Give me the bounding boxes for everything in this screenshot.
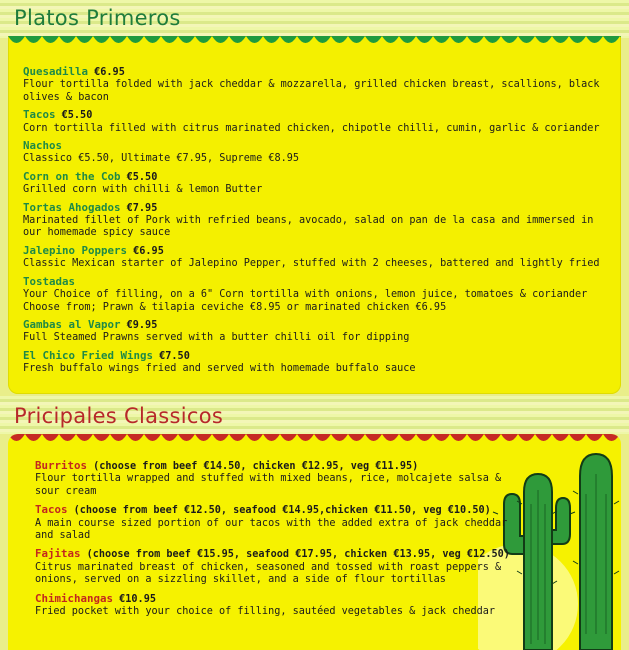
menu-item (23, 276, 613, 314)
scallop-shape (161, 434, 178, 441)
item-price: €6.95 (133, 245, 164, 257)
item-name: Nachos (23, 139, 63, 153)
scallop-shape (399, 36, 416, 43)
scallop-shape (42, 434, 59, 441)
scallop-shape (195, 434, 212, 441)
menu-item (23, 66, 613, 104)
scallop-shape (297, 434, 314, 441)
scallop-shape (93, 434, 110, 441)
scallop-shape (620, 36, 621, 43)
scallop-shape (569, 36, 586, 43)
item-price: €10.95 (119, 593, 156, 605)
section-title-pricipales-classicos: Pricipales Classicos (14, 404, 224, 428)
scallop-shape (93, 36, 110, 43)
menu-item (35, 460, 525, 498)
scallop-shape (127, 36, 144, 43)
menu-item (35, 504, 525, 542)
scallop-shape (314, 434, 331, 441)
scallop-shape (212, 36, 229, 43)
menu-item (23, 319, 613, 345)
item-name: Tortas Ahogados (23, 200, 121, 214)
scallop-shape (399, 434, 416, 441)
item-name: El Chico Fried Wings (23, 348, 154, 362)
scallop-shape (195, 36, 212, 43)
item-price: €9.95 (126, 319, 158, 331)
scallop-shape (365, 434, 382, 441)
scallop-shape (110, 36, 127, 43)
scallop-shape (76, 36, 93, 43)
item-description: Fresh buffalo wings fried and served with homemade buffalo sauce (23, 363, 416, 375)
scallop-shape (518, 36, 535, 43)
item-description: Grilled corn with chilli & lemon Butter (23, 184, 263, 196)
scallop-shape (246, 36, 263, 43)
item-price: €5.50 (126, 171, 158, 183)
scallop-shape (348, 36, 365, 43)
menu-item (23, 109, 613, 135)
scallop-shape (484, 36, 501, 43)
item-description: Flour tortilla folded with jack cheddar & mozzarella, grilled chicken breast, scallions, black olives & bacon (23, 79, 600, 103)
item-price: €7.95 (126, 202, 158, 214)
scallop-shape (382, 36, 399, 43)
scallop-shape (535, 36, 552, 43)
scallop-shape (8, 434, 25, 441)
scallop-shape (144, 36, 161, 43)
item-price: €6.95 (94, 67, 125, 78)
scallop-shape (127, 434, 144, 441)
item-description: A main course sized portion of our tacos with the added extra of jack cheddar and salad (35, 517, 508, 542)
scallop-shape (178, 36, 195, 43)
item-description: Classico €5.50, Ultimate €7.95, Supreme €8.95 (23, 153, 300, 165)
menu-item (35, 593, 525, 619)
scallop-shape (263, 434, 280, 441)
scallop-shape (467, 36, 484, 43)
item-price: (choose from beef €12.50, seafood €14.95,chicken €11.50, veg €10.50) (73, 505, 491, 517)
scallop-shape (501, 36, 518, 43)
scallop-shape (25, 36, 42, 43)
scallop-shape (246, 434, 263, 441)
scallop-shape (229, 434, 246, 441)
scallop-shape (331, 434, 348, 441)
scallop-shape (178, 434, 195, 441)
menu-item (23, 245, 613, 271)
scallop-shape (365, 36, 382, 43)
item-name: Tostadas (23, 274, 76, 288)
scallop-shape (382, 434, 399, 441)
item-price: €5.50 (61, 110, 93, 122)
menu-item (23, 202, 613, 240)
item-description-options: Choose from; Prawn & tilapia ceviche €8.95 or marinated chicken €6.95 (23, 301, 447, 313)
menu-item (23, 350, 613, 376)
scallop-shape (212, 434, 229, 441)
green-scallop-border (8, 36, 621, 58)
scallop-shape (433, 434, 450, 441)
item-name: Chimichangas (35, 591, 114, 605)
item-price: (choose from beef €14.50, chicken €12.95, veg €11.95) (93, 461, 419, 472)
item-name: Quesadilla (23, 65, 89, 78)
section-title-platos-primeros: Platos Primeros (14, 6, 181, 30)
scallop-shape (433, 36, 450, 43)
scallop-shape (280, 434, 297, 441)
scallop-shape (586, 36, 603, 43)
scallop-shape (348, 434, 365, 441)
scallop-shape (110, 434, 127, 441)
item-description: Corn tortilla filled with citrus marinated chicken, chipotle chilli, cumin, garlic & coriander (23, 122, 600, 134)
scallop-shape (603, 36, 620, 43)
item-name: Jalepino Poppers (23, 243, 128, 257)
scallop-shape (416, 434, 433, 441)
item-name: Corn on the Cob (23, 169, 121, 183)
scallop-shape (450, 36, 467, 43)
menu-item (23, 140, 613, 166)
pricipales-classicos-list (35, 460, 525, 624)
scallop-shape (229, 36, 246, 43)
scallop-shape (280, 36, 297, 43)
item-description: Fried pocket with your choice of filling, sautéed vegetables & jack cheddar (35, 606, 496, 618)
scallop-shape (59, 434, 76, 441)
scallop-shape (416, 36, 433, 43)
item-description: Classic Mexican starter of Jalepino Pepper, stuffed with 2 cheeses, battered and lightly fried (23, 258, 600, 270)
item-description: Flour tortilla wrapped and stuffed with mixed beans, rice, molcajete salsa & sour cream (35, 473, 502, 497)
item-name: Tacos (23, 108, 56, 122)
scallop-shape (76, 434, 93, 441)
item-name: Fajitas (35, 547, 81, 561)
scallop-shape (8, 36, 25, 43)
scallop-shape (42, 36, 59, 43)
platos-primeros-list (23, 66, 613, 381)
item-description: Citrus marinated breast of chicken, seasoned and tossed with roast peppers & onions, served on a sizzling skillet, and a side of flour tortillas (35, 561, 502, 586)
scallop-shape (552, 36, 569, 43)
item-price: €7.50 (159, 350, 190, 362)
scallop-shape (161, 36, 178, 43)
scallop-shape (25, 434, 42, 441)
item-name: Gambas al Vapor (23, 317, 121, 331)
scallop-shape (59, 36, 76, 43)
menu-item (23, 171, 613, 197)
item-description: Full Steamed Prawns served with a butter chilli oil for dipping (23, 332, 410, 344)
scallop-shape (450, 434, 467, 441)
platos-primeros-panel (8, 36, 621, 394)
menu-item (35, 548, 525, 586)
item-description: Your Choice of filling, on a 6" Corn tortilla with onions, lemon juice, tomatoes & coriander (23, 289, 588, 301)
scallop-shape (263, 36, 280, 43)
item-name: Tacos (35, 503, 68, 517)
pricipales-classicos-panel (8, 434, 621, 650)
item-name: Burritos (35, 459, 88, 472)
scallop-shape (331, 36, 348, 43)
scallop-shape (314, 36, 331, 43)
item-price: (choose from beef €15.95, seafood €17.95, chicken €13.95, veg €12.50) (86, 549, 510, 561)
item-description: Marinated fillet of Pork with refried beans, avocado, salad on pan de la casa and immersed in our homemade spicy sauce (23, 215, 594, 239)
scallop-shape (144, 434, 161, 441)
scallop-shape (297, 36, 314, 43)
